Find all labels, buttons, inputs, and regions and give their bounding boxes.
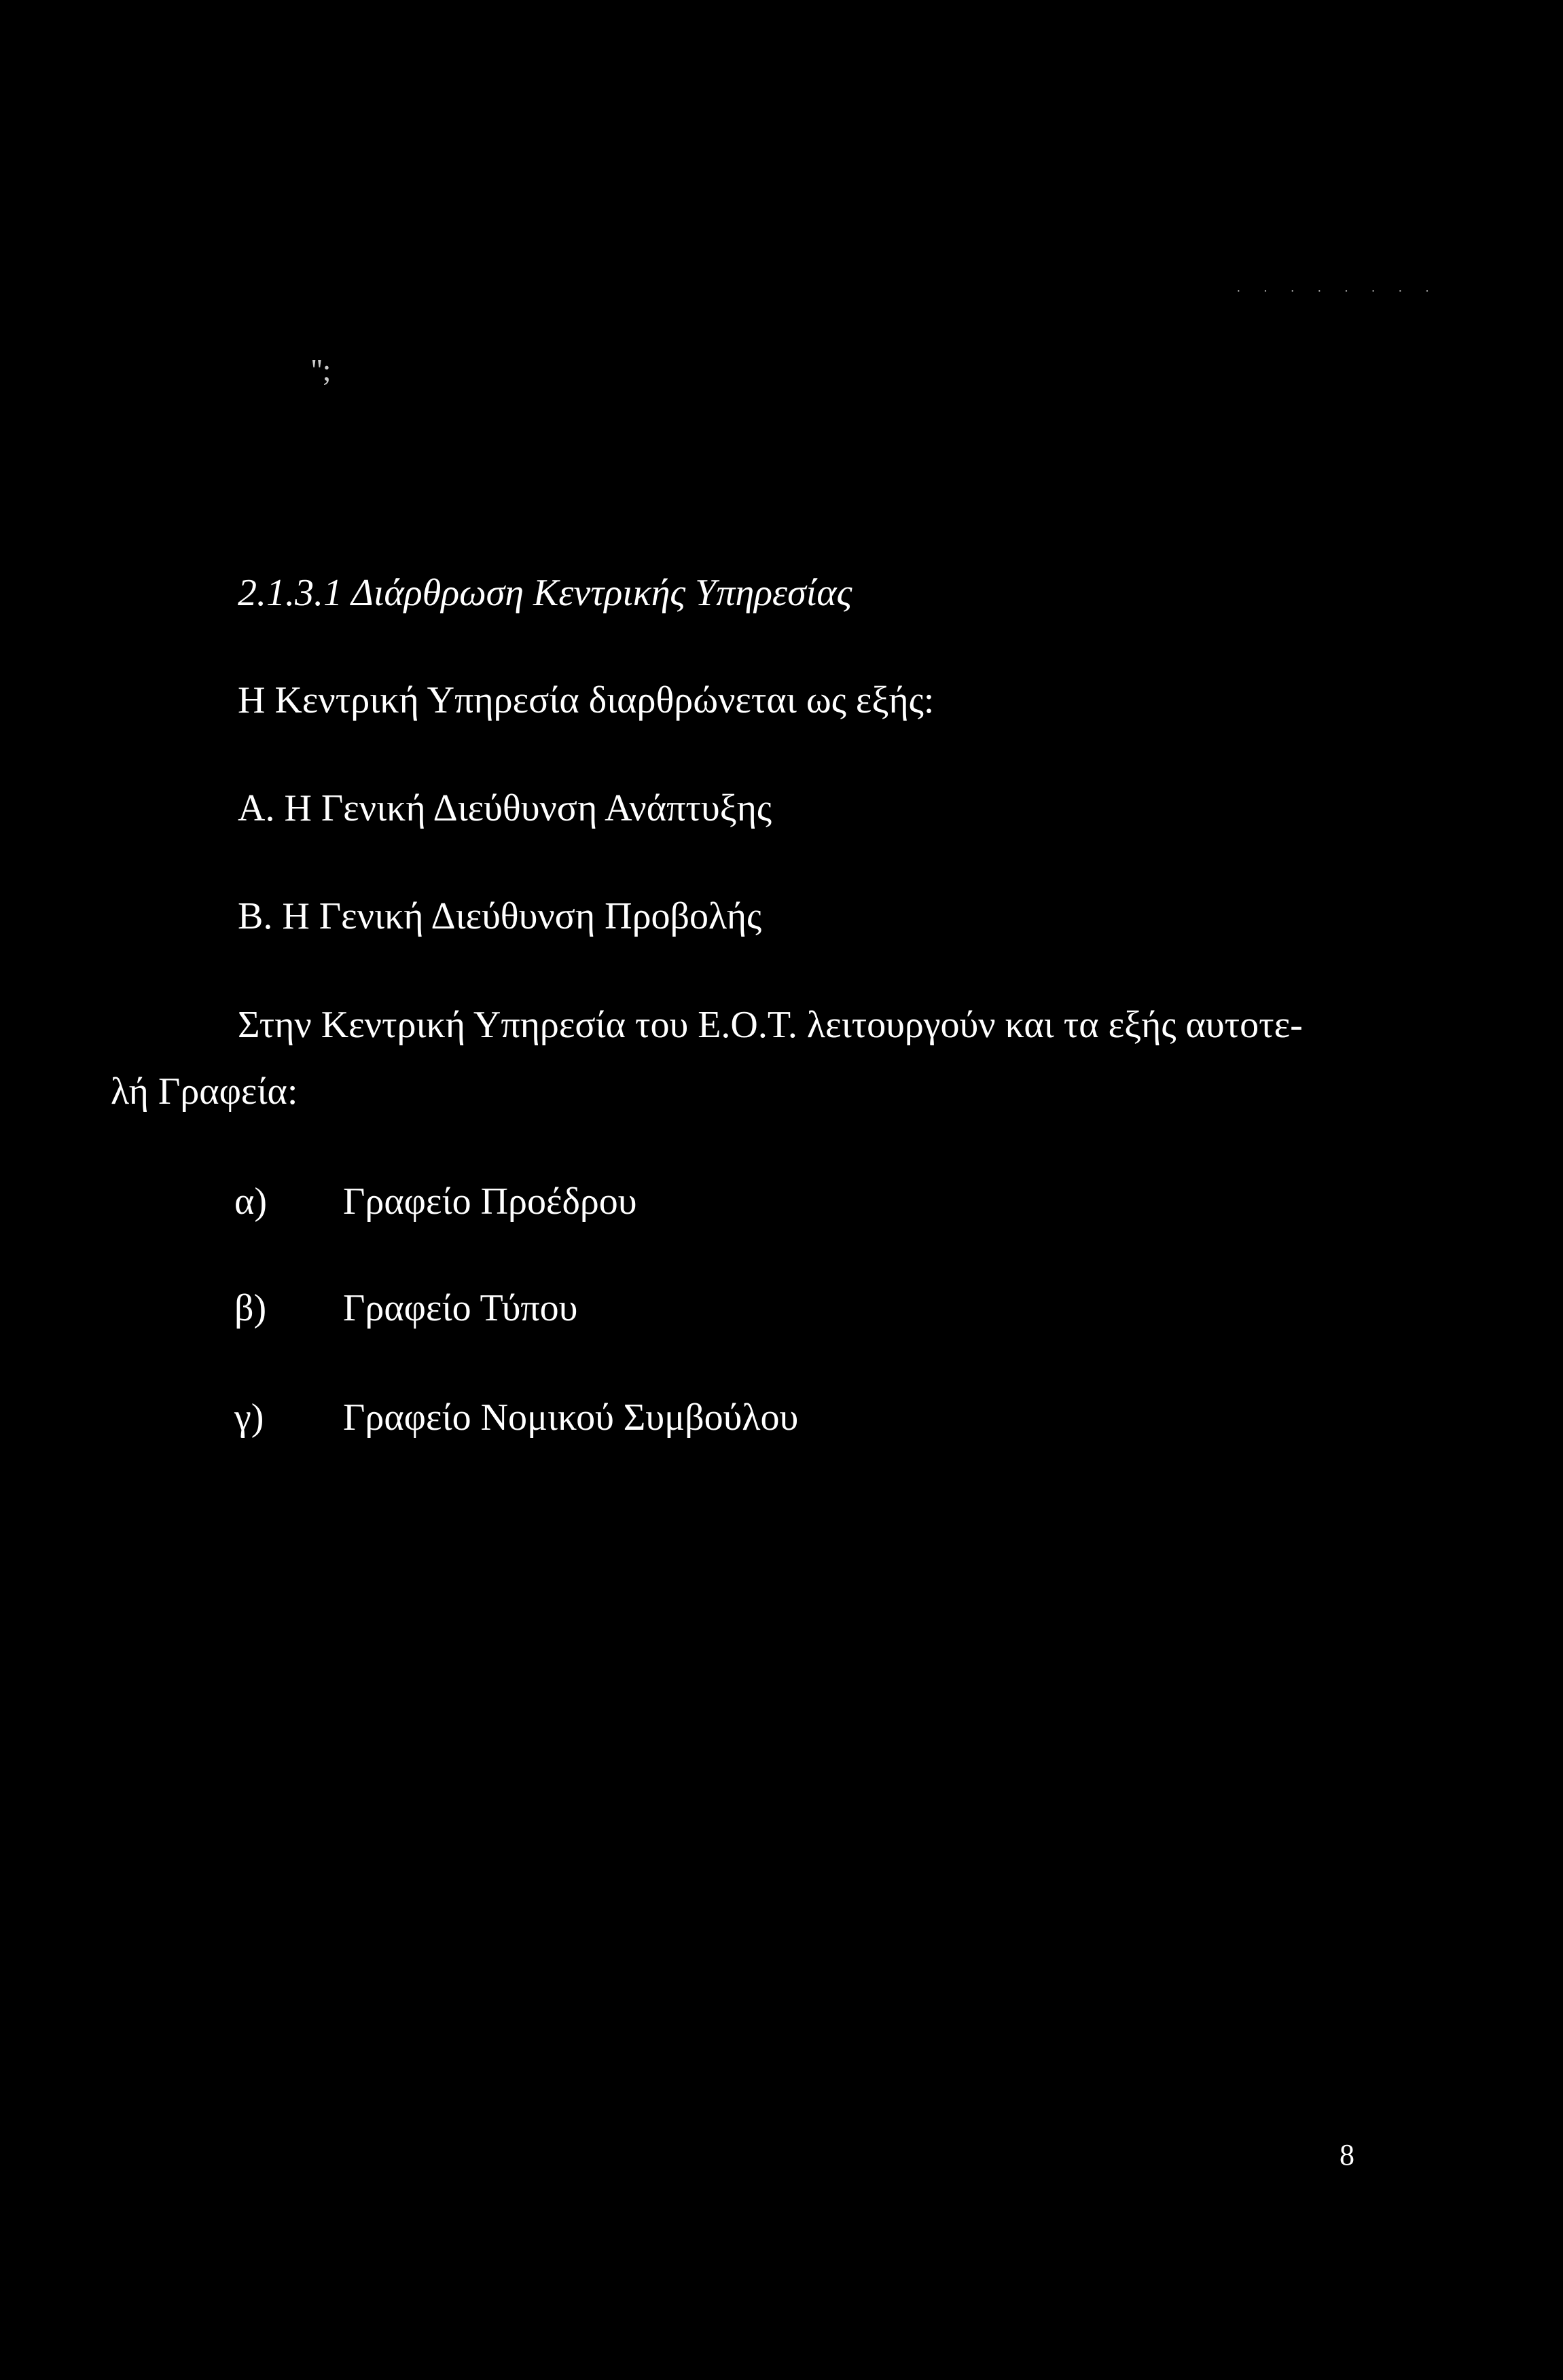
intro-text: Η Κεντρική Υπηρεσία διαρθρώνεται ως εξής: — [238, 679, 935, 721]
paragraph-line-1: Στην Κεντρική Υπηρεσία του Ε.Ο.Τ. λειτουργούν και τα εξής αυτοτε- — [238, 1004, 1303, 1046]
office-letter: β) — [234, 1287, 267, 1329]
paragraph-line-2: λή Γραφεία: — [111, 1070, 298, 1113]
directorate-b: Β. Η Γενική Διεύθυνση Προβολής — [238, 895, 762, 937]
office-letter: γ) — [234, 1396, 264, 1439]
page-number: 8 — [1340, 2138, 1354, 2171]
section-heading: 2.1.3.1 Διάρθρωση Κεντρικής Υπηρεσίας — [238, 572, 852, 614]
office-name: Γραφείο Νομικού Συμβούλου — [343, 1396, 799, 1439]
scan-speckle: · · · · · · · · — [1236, 284, 1439, 299]
scan-mark: ''; — [311, 353, 331, 387]
office-name: Γραφείο Τύπου — [343, 1287, 578, 1329]
office-letter: α) — [234, 1180, 267, 1223]
directorate-a: Α. Η Γενική Διεύθυνση Ανάπτυξης — [238, 787, 772, 829]
office-name: Γραφείο Προέδρου — [343, 1180, 637, 1223]
